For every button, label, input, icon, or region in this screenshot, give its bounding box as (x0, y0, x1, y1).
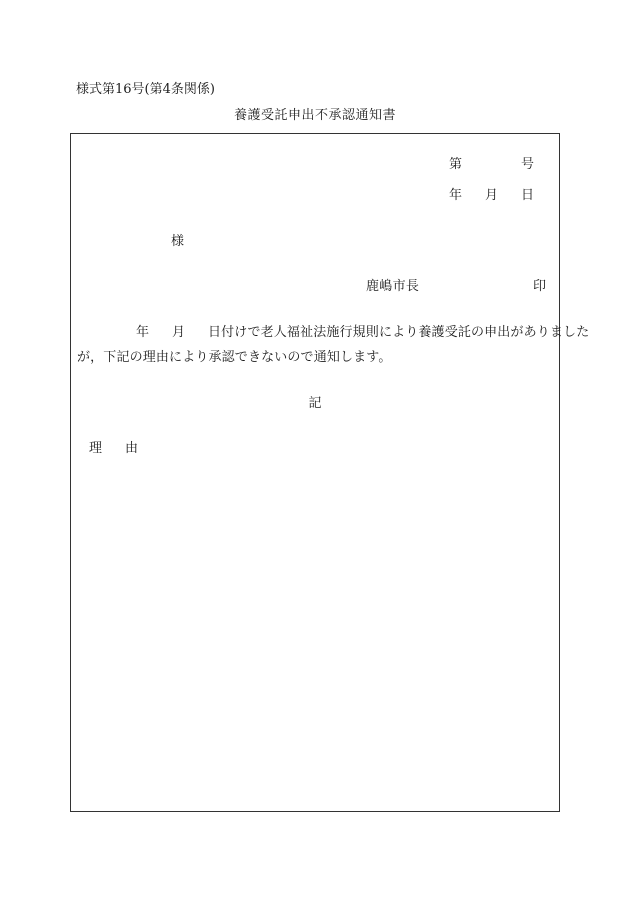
issue-date-day: 日 (521, 188, 535, 203)
document-title: 養護受託申出不承認通知書 (233, 108, 396, 123)
seal-mark: 印 (533, 279, 547, 294)
body-date-year: 年 (136, 325, 150, 340)
body-text-line-2: が，下記の理由により承認できないので通知します。 (77, 350, 392, 365)
doc-number-suffix: 号 (521, 157, 535, 172)
reason-label-char-1: 理 (89, 441, 103, 456)
notes-heading: 記 (308, 396, 322, 411)
body-date-month: 月 (172, 325, 186, 340)
issue-date-month: 月 (485, 188, 499, 203)
addressee-honorific: 様 (171, 234, 185, 249)
body-text-line-1: 日付けで老人福祉法施行規則により養護受託の申出がありました (208, 325, 590, 340)
issuer-name: 鹿嶋市長 (366, 279, 420, 294)
doc-number-prefix: 第 (449, 157, 463, 172)
issue-date-year: 年 (449, 188, 463, 203)
reason-label-char-2: 由 (125, 441, 139, 456)
document-frame (70, 133, 560, 812)
form-number-label: 様式第16号(第4条関係) (76, 82, 215, 97)
